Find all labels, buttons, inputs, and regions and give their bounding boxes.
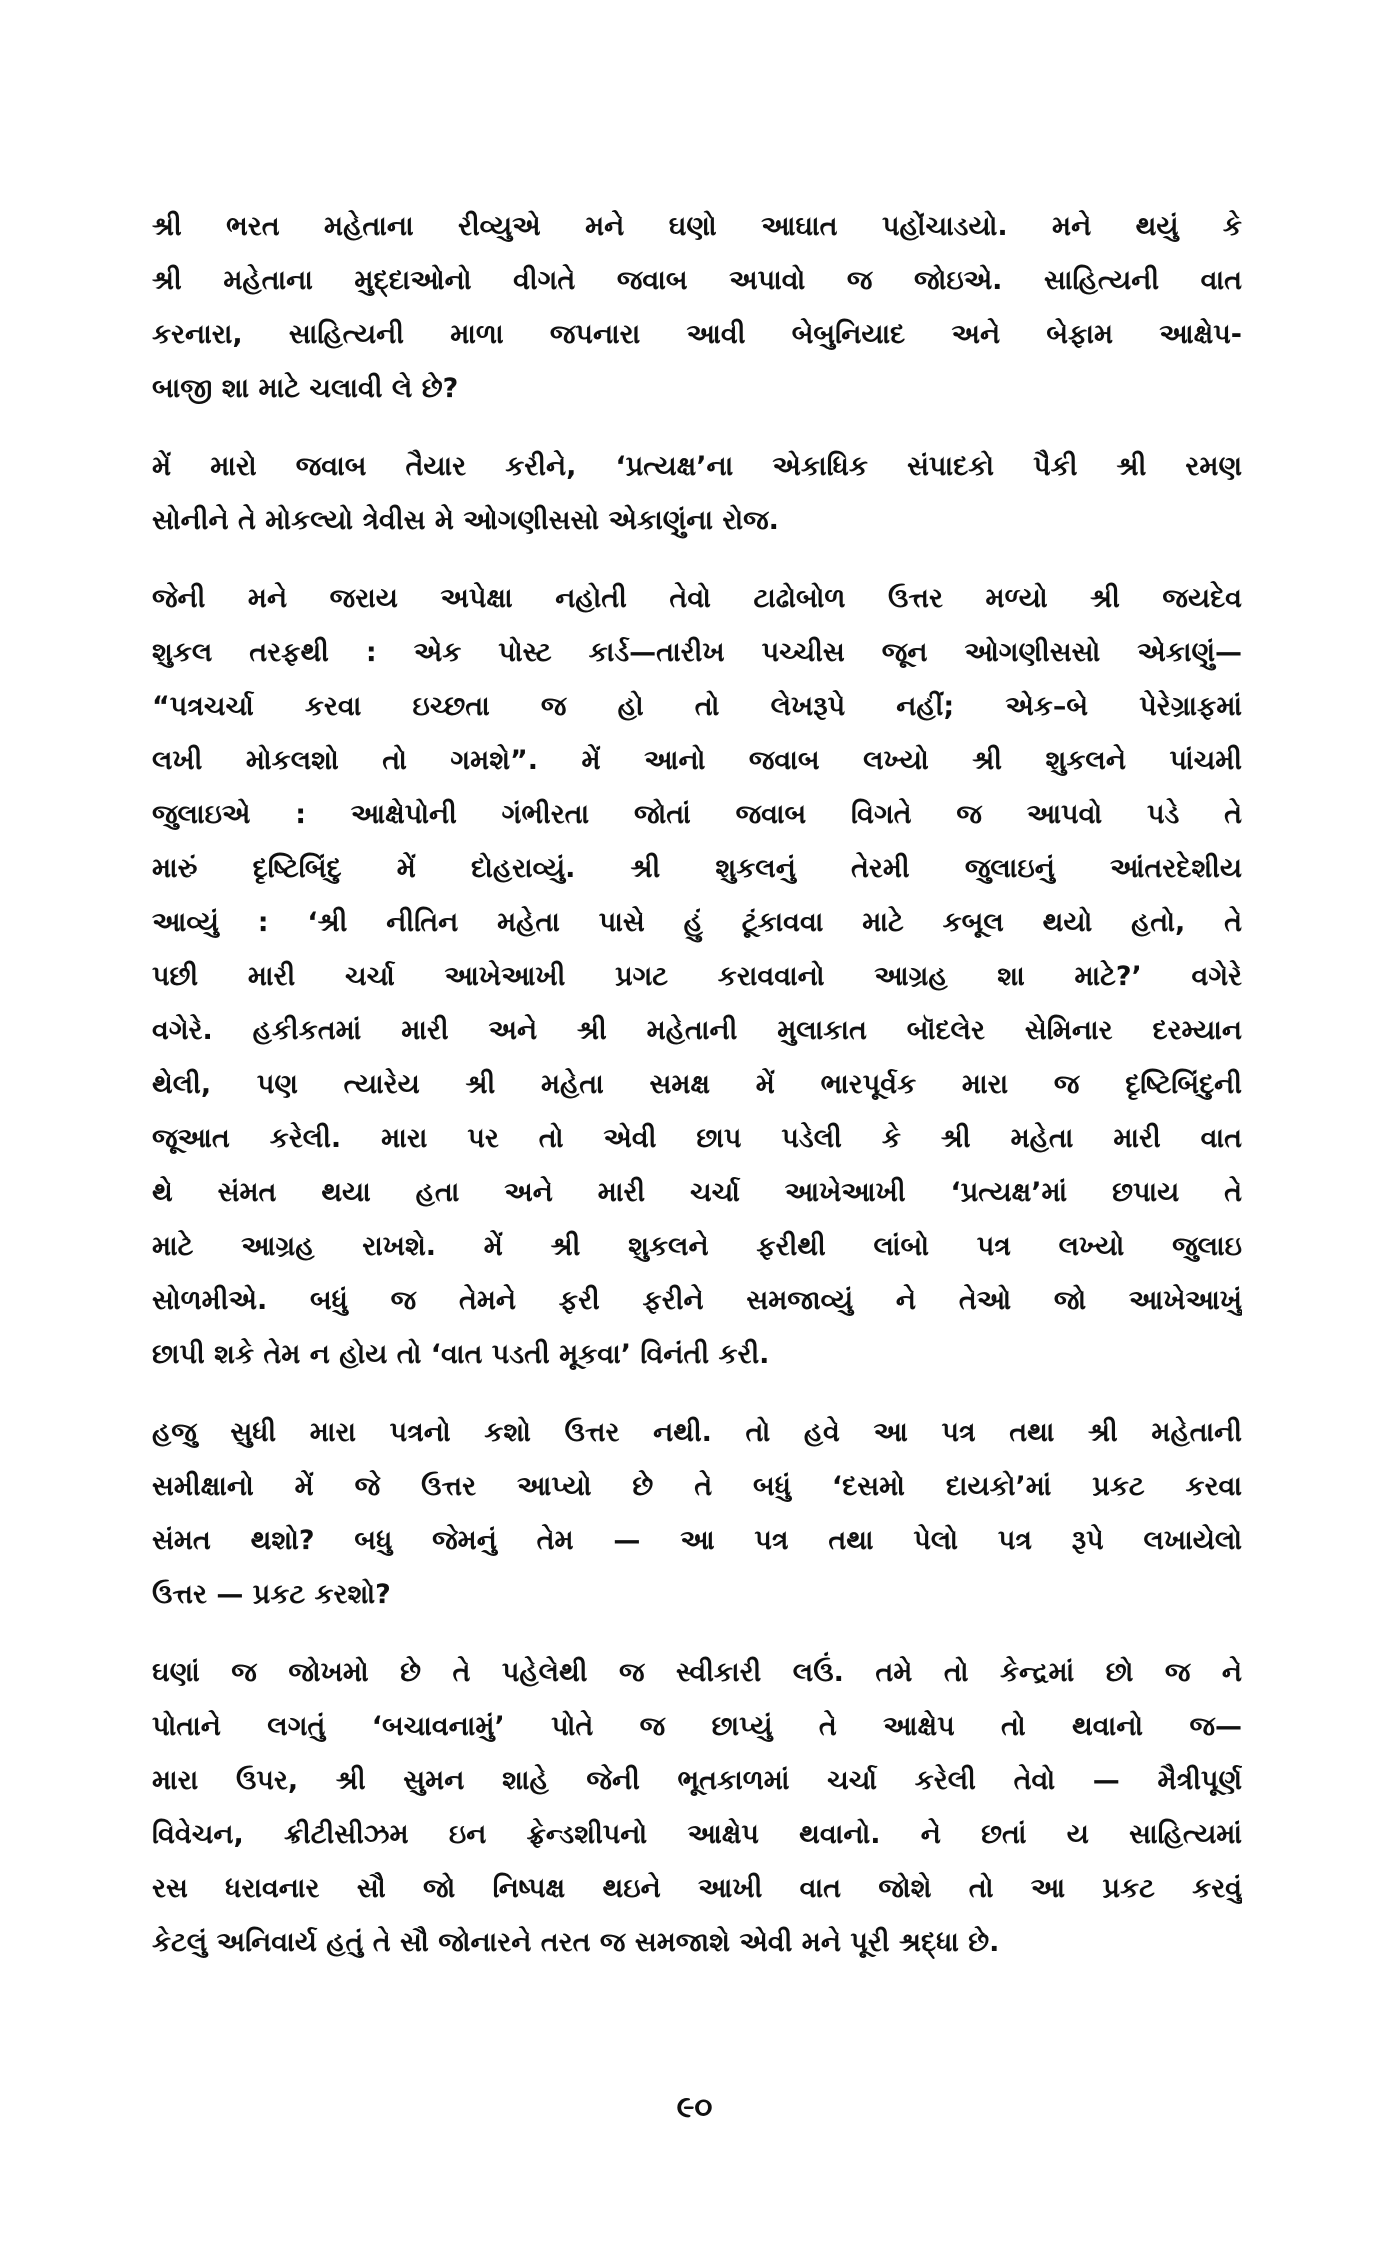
text-line: માટે આગ્રહ રાખશે. મેં શ્રી શુકલને ફરીથી લાંબો પત્ર લખ્યો જુલાઇ [152, 1231, 1242, 1262]
text-line: રસ ધરાવનાર સૌ જો નિષ્પક્ષ થઇને આખી વાત જોશે તો આ પ્રકટ કરવું [152, 1873, 1242, 1904]
text-line: બાજી શા માટે ચલાવી લે છે? [152, 373, 459, 404]
text-line: શુકલ તરફથી : એક પોસ્ટ કાર્ડ—તારીખ પચ્ચીસ જૂન ઓગણીસસો એકાણું— [152, 637, 1242, 668]
paragraph-5 [152, 1646, 1242, 1970]
text-line: સોળમીએ. બધું જ તેમને ફરી ફરીને સમજાવ્યું ને તેઓ જો આખેઆખું [152, 1285, 1242, 1316]
text-line: લખી મોકલશો તો ગમશે”. મેં આનો જવાબ લખ્યો શ્રી શુકલને પાંચમી [152, 745, 1242, 776]
text-line: વગેરે. હકીકતમાં મારી અને શ્રી મહેતાની મુલાકાત બૉદલેર સેમિનાર દરમ્યાન [152, 1015, 1242, 1046]
text-line: મેં મારો જવાબ તૈયાર કરીને, ‘પ્રત્યક્ષ’ના એકાધિક સંપાદકો પૈકી શ્રી રમણ [152, 451, 1242, 482]
text-line: છાપી શકે તેમ ન હોય તો ‘વાત પડતી મૂકવા’ વિનંતી કરી. [152, 1339, 770, 1370]
text-line: થેલી, પણ ત્યારેય શ્રી મહેતા સમક્ષ મેં ભારપૂર્વક મારા જ દૃષ્ટિબિંદુની [152, 1069, 1242, 1100]
body-text [152, 200, 1242, 1994]
text-line: સોનીને તે મોકલ્યો ત્રેવીસ મે ઓગણીસસો એકાણુંના રોજ. [152, 505, 779, 536]
text-line: શ્રી મહેતાના મુદ્દાઓનો વીગતે જવાબ અપાવો જ જોઇએ. સાહિત્યની વાત [152, 265, 1242, 296]
text-line: હજુ સુધી મારા પત્રનો કશો ઉત્તર નથી. તો હવે આ પત્ર તથા શ્રી મહેતાની [152, 1417, 1242, 1448]
text-line: જૂઆત કરેલી. મારા પર તો એવી છાપ પડેલી કે શ્રી મહેતા મારી વાત [152, 1123, 1242, 1154]
text-line: શ્રી ભરત મહેતાના રીવ્યુએ મને ઘણો આઘાત પહોંચાડયો. મને થયું કે [152, 211, 1242, 242]
paragraph-2 [152, 440, 1242, 548]
text-line: જુલાઇએ : આક્ષેપોની ગંભીરતા જોતાં જવાબ વિગતે જ આપવો પડે તે [152, 799, 1242, 830]
text-line: મારા ઉપર, શ્રી સુમન શાહે જેની ભૂતકાળમાં ચર્ચા કરેલી તેવો — મૈત્રીપૂર્ણ [152, 1765, 1242, 1796]
text-line: કરનારા, સાહિત્યની માળા જપનારા આવી બેબુનિયાદ અને બેફામ આક્ષેપ- [152, 319, 1242, 350]
text-line: પછી મારી ચર્ચા આખેઆખી પ્રગટ કરાવવાનો આગ્રહ શા માટે?’ વગેરે [152, 961, 1242, 992]
paragraph-1 [152, 200, 1242, 416]
paragraph-4 [152, 1406, 1242, 1622]
text-line: જેની મને જરાય અપેક્ષા નહોતી તેવો ટાઢોબોળ ઉત્તર મળ્યો શ્રી જયદેવ [152, 583, 1242, 614]
text-line: પોતાને લગતું ‘બચાવનામું’ પોતે જ છાપ્યું તે આક્ષેપ તો થવાનો જ— [152, 1711, 1242, 1742]
paragraph-3 [152, 572, 1242, 1382]
text-line: સંમત થશો? બધુ જેમનું તેમ — આ પત્ર તથા પેલો પત્ર રૂપે લખાયેલો [152, 1525, 1242, 1556]
text-line: વિવેચન, ક્રીટીસીઝમ ઇન ફ્રેન્ડશીપનો આક્ષેપ થવાનો. ને છતાં ય સાહિત્યમાં [152, 1819, 1242, 1850]
page-number: ૯૦ [676, 2090, 713, 2125]
text-line: “પત્રચર્ચા કરવા ઇચ્છતા જ હો તો લેખરૂપે નહીં; એક–બે પેરેગ્રાફમાં [152, 691, 1242, 722]
text-line: કેટલું અનિવાર્ય હતું તે સૌ જોનારને તરત જ સમજાશે એવી મને પૂરી શ્રદ્ધા છે. [152, 1927, 1000, 1958]
text-line: ઉત્તર — પ્રકટ કરશો? [152, 1579, 391, 1610]
text-line: થે સંમત થયા હતા અને મારી ચર્ચા આખેઆખી ‘પ્રત્યક્ષ’માં છપાય તે [152, 1177, 1242, 1208]
text-line: સમીક્ષાનો મેં જે ઉત્તર આપ્યો છે તે બધું ‘દસમો દાયકો’માં પ્રકટ કરવા [152, 1471, 1242, 1502]
text-line: આવ્યું : ‘શ્રી નીતિન મહેતા પાસે હું ટૂંકાવવા માટે કબૂલ થયો હતો, તે [152, 907, 1242, 938]
text-line: ઘણાં જ જોખમો છે તે પહેલેથી જ સ્વીકારી લઉં. તમે તો કેન્દ્રમાં છો જ ને [152, 1657, 1242, 1688]
text-line: મારું દૃષ્ટિબિંદુ મેં દોહરાવ્યું. શ્રી શુકલનું તેરમી જુલાઇનું આંતરદેશીય [152, 853, 1242, 884]
